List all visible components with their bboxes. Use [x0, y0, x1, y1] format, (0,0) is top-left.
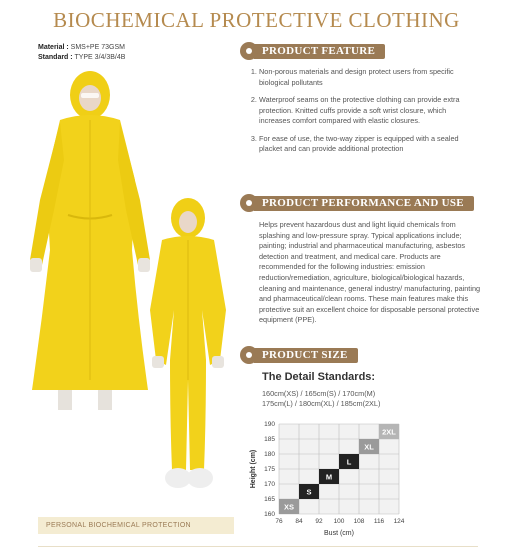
size-label: XS	[283, 502, 295, 512]
y-tick-label: 180	[264, 451, 275, 458]
gown-figure	[30, 71, 150, 410]
footer-banner: PERSONAL BIOCHEMICAL PROTECTION	[38, 517, 234, 534]
feature-list	[247, 67, 479, 162]
size-line: 160cm(XS) / 165cm(S) / 170cm(M)	[262, 389, 376, 398]
section-title-performance: PRODUCT PERFORMANCE AND USE	[254, 196, 474, 211]
y-tick-label: 160	[264, 511, 275, 518]
section-header-performance	[240, 194, 474, 212]
section-title-feature: PRODUCT FEATURE	[254, 44, 385, 59]
section-bullet-icon	[240, 194, 258, 212]
page-title: BIOCHEMICAL PROTECTIVE CLOTHING	[53, 8, 460, 32]
x-tick-label: 116	[373, 518, 385, 525]
size-label: L	[346, 457, 352, 467]
feature-item: 2. Waterproof seams on the protective clothing can provide extra protection. Knitted cuffs provide a soft wrist closure, which increases comfort compared with elastic closures.	[259, 95, 479, 127]
size-label: 2XL	[382, 427, 396, 437]
size-line: 175cm(L) / 180cm(XL) / 185cm(2XL)	[262, 399, 381, 408]
performance-text: Helps prevent hazardous dust and light liquid chemicals from splashing and low-pressure spray. Typical applications include; painting; industrial and pharmaceutical manufacturing, asbestos detection and treatment, and medical care. Products are recommended for the following industries: emission reduction/remediation, agriculture, biological/biological hazards, cleaning and maintenance, general industry/ manufacturing, painting and pharmaceutical/clean rooms. These main features make this protective suit an excellent choice for disposable personal protective equipment (PPE).	[259, 220, 481, 325]
material-row	[38, 43, 125, 53]
size-label: M	[325, 472, 333, 482]
section-bullet-icon	[240, 42, 258, 60]
y-tick-label: 165	[264, 496, 275, 503]
coverall-figure	[150, 198, 226, 488]
x-tick-label: 76	[275, 518, 283, 525]
protective-suit-illustration	[20, 60, 245, 505]
x-tick-label: 124	[393, 518, 405, 525]
x-tick-label: 108	[353, 518, 365, 525]
size-list	[262, 389, 380, 409]
feature-item: 3. For ease of use, the two-way zipper is equipped with a sealed placket and can provide additional protection	[259, 134, 479, 155]
standard-value: TYPE 3/4/3B/4B	[72, 54, 126, 61]
x-tick-label: 84	[295, 518, 303, 525]
material-label: Material :	[38, 44, 69, 51]
material-value: SMS+PE 73GSM	[68, 44, 125, 51]
x-tick-label: 92	[315, 518, 323, 525]
section-bullet-icon	[240, 346, 258, 364]
detail-standards-title: The Detail Standards:	[262, 371, 376, 383]
size-label: S	[306, 487, 312, 497]
x-axis-label: Bust (cm)	[324, 530, 354, 537]
section-header-feature	[240, 42, 385, 60]
y-tick-label: 175	[264, 466, 275, 473]
y-axis-label: Height (cm)	[250, 449, 257, 489]
footer-divider	[38, 546, 478, 547]
section-header-size	[240, 346, 358, 364]
x-tick-label: 100	[333, 518, 345, 525]
y-tick-label: 190	[264, 421, 275, 428]
feature-item: 1. Non-porous materials and design protect users from specific biological pollutants	[259, 67, 479, 88]
size-label: XL	[364, 442, 374, 452]
y-tick-label: 170	[264, 481, 275, 488]
y-tick-label: 185	[264, 436, 275, 443]
section-title-size: PRODUCT SIZE	[254, 348, 358, 363]
size-chart	[247, 418, 407, 546]
standard-label: Standard :	[38, 54, 73, 61]
